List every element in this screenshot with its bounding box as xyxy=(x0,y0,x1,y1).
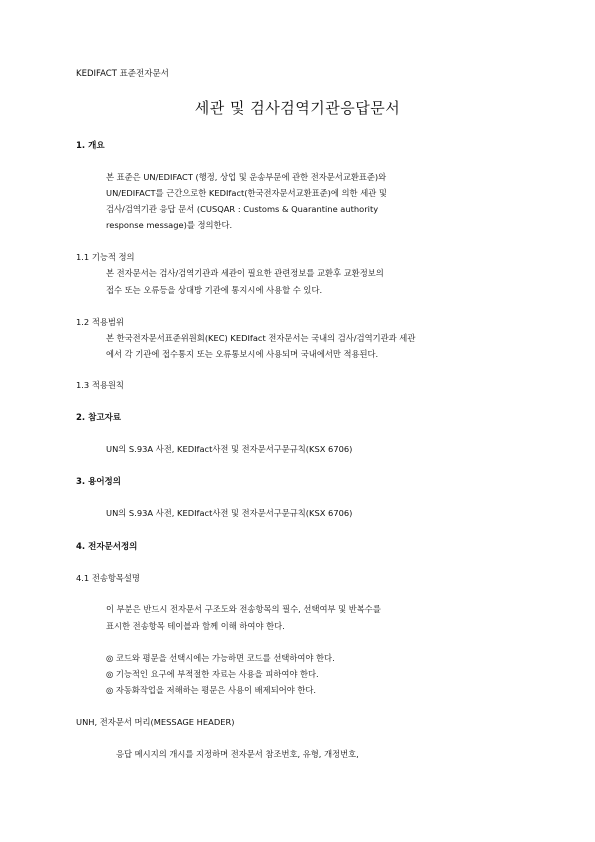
section-2-line: UN의 S.93A 사전, KEDIfact사전 및 전자문서구문규칙(KSX 6706) xyxy=(106,444,353,454)
unh-heading: UNH, 전자문서 머리(MESSAGE HEADER) xyxy=(76,717,235,727)
section-3-heading: 3. 용어정의 xyxy=(76,477,121,487)
section-4-1-heading: 4.1 전송항목설명 xyxy=(76,573,140,583)
section-4-1-line: 표시한 전송항목 테이블과 함께 이해 하여야 한다. xyxy=(106,621,285,631)
section-2-heading: 2. 참고자료 xyxy=(76,413,121,423)
page-title: 세관 및 검사검역기관응답문서 xyxy=(194,99,401,117)
section-3-line: UN의 S.93A 사전, KEDIfact사전 및 전자문서구문규칙(KSX 6706) xyxy=(106,508,353,518)
unh-line: 응답 메시지의 개시를 지정하며 전자문서 참조번호, 유형, 개정번호, xyxy=(116,749,359,759)
section-1-heading: 1. 개요 xyxy=(76,141,105,151)
section-1-2-line: 에서 각 기관에 접수통지 또는 오류통보시에 사용되며 국내에서만 적용된다. xyxy=(106,349,379,359)
bullet-item: ◎ 자동화작업을 저해하는 평문은 사용이 배제되어야 한다. xyxy=(106,685,317,695)
section-1-line: UN/EDIFACT를 근간으로한 KEDIfact(한국전자문서교환표준)에 의한 세관 및 xyxy=(106,188,387,198)
section-1-line: 검사/검역기관 응답 문서 (CUSQAR : Customs & Quarantine authority xyxy=(106,204,379,214)
section-1-1-heading: 1.1 기능적 정의 xyxy=(76,252,135,262)
section-1-line: 본 표준은 UN/EDIFACT (행정, 상업 및 운송부문에 관한 전자문서교환표준)와 xyxy=(106,172,387,182)
section-1-line: response message)를 정의한다. xyxy=(106,220,233,230)
section-1-1-line: 접수 또는 오류등을 상대방 기관에 통지시에 사용할 수 있다. xyxy=(106,285,323,295)
bullet-item: ◎ 기능적인 요구에 부적절한 자료는 사용을 피하여야 한다. xyxy=(106,669,319,679)
document-header: KEDIFACT 표준전자문서 xyxy=(76,69,169,79)
section-1-1-line: 본 전자문서는 검사/검역기관과 세관이 필요한 관련정보를 교환후 교환정보의 xyxy=(106,268,384,278)
section-1-3-heading: 1.3 적용원칙 xyxy=(76,380,124,390)
section-4-heading: 4. 전자문서정의 xyxy=(76,542,138,552)
section-1-2-heading: 1.2 적용범위 xyxy=(76,317,124,327)
bullet-item: ◎ 코드와 평문을 선택시에는 가능하면 코드를 선택하여야 한다. xyxy=(106,653,335,663)
section-4-1-line: 이 부분은 반드시 전자문서 구조도와 전송항목의 필수, 선택여부 및 반복수를 xyxy=(106,604,381,614)
section-1-2-line: 본 한국전자문서표준위원회(KEC) KEDIfact 전자문서는 국내의 검사/검역기관과 세관 xyxy=(106,333,416,343)
